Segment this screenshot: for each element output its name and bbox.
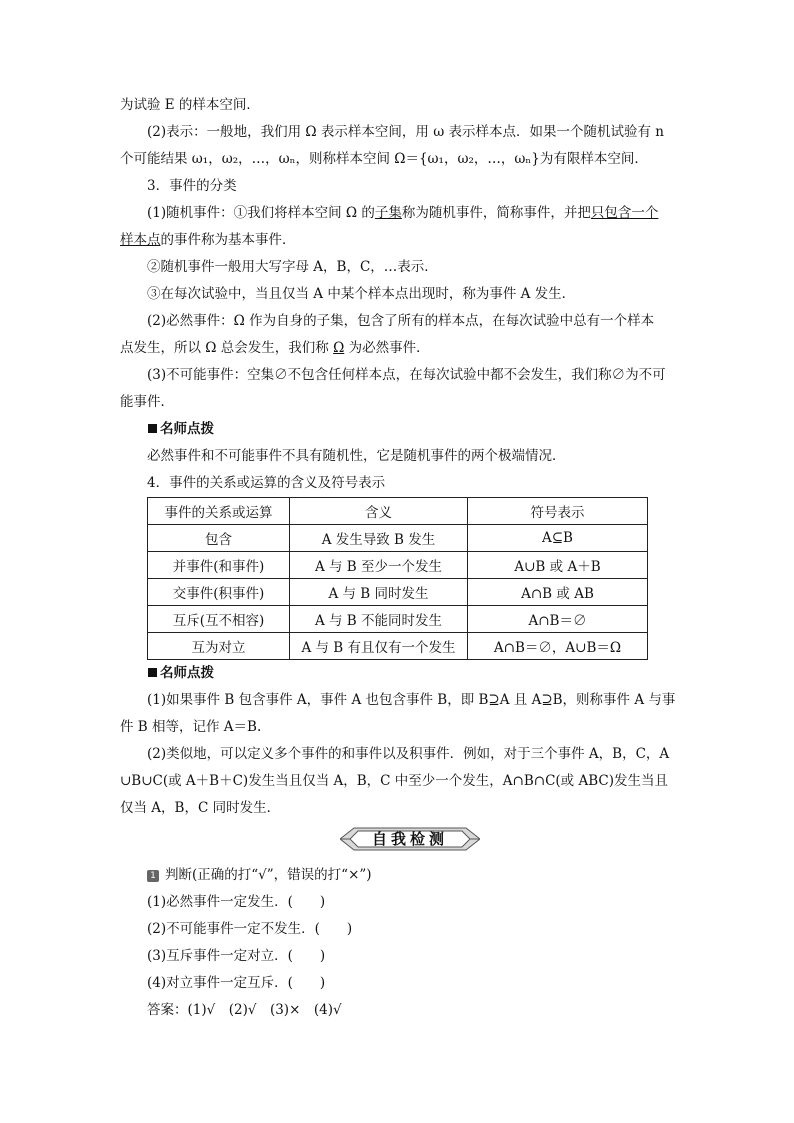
paragraph-line [120, 200, 680, 227]
table-cell: 互为对立 [148, 633, 290, 660]
text-span: 称为随机事件，简称事件，并把 [401, 205, 591, 221]
table-row [148, 579, 648, 606]
paragraph-line: (2)表示：一般地，我们用 Ω 表示样本空间，用 ω 表示样本点．如果一个随机试验有 n [147, 124, 664, 140]
table-cell: 互斥(互不相容) [148, 606, 290, 633]
section-heading: 4．事件的关系或运算的含义及符号表示 [147, 475, 386, 491]
tip-text: 必然事件和不可能事件不具有随机性，它是随机事件的两个极端情况． [147, 448, 566, 464]
section-banner [120, 822, 680, 862]
document-page [120, 92, 680, 1024]
table-row [148, 606, 648, 633]
question-number-badge: 1 [147, 870, 159, 882]
quiz-item: (3)互斥事件一定对立．( ) [147, 948, 326, 964]
events-table [147, 497, 648, 660]
table-cell: A 与 B 不能同时发生 [290, 606, 468, 633]
quiz-prompt: 判断(正确的打“√”，错误的打“×”) [165, 867, 372, 883]
table-cell: 包含 [148, 525, 290, 552]
quiz-answer: 答案：(1)√ (2)√ (3)× (4)√ [147, 1002, 342, 1018]
table-header-cell: 事件的关系或运算 [148, 498, 290, 525]
table-row [148, 552, 648, 579]
table-header-cell: 含义 [290, 498, 468, 525]
text-span: 的事件称为基本事件． [160, 232, 296, 248]
paragraph-line: ③在每次试验中，当且仅当 A 中某个样本点出现时，称为事件 A 发生． [147, 286, 576, 302]
table-header-row [148, 498, 648, 525]
table-cell: 交事件(积事件) [148, 579, 290, 606]
quiz-item: (2)不可能事件一定不发生．( ) [147, 921, 353, 937]
underlined-term: 样本点 [120, 232, 161, 248]
underlined-term: 只包含一个 [590, 205, 659, 221]
text-span: 点发生，所以 Ω 总会发生，我们称 [120, 340, 334, 356]
paragraph-line: (3)不可能事件：空集∅不包含任何样本点，在每次试验中都不会发生，我们称∅为不可 [147, 367, 666, 383]
underlined-term: Ω [333, 340, 345, 356]
paragraph-line: 为试验 E 的样本空间． [120, 97, 260, 113]
tip-title: 名师点拨 [160, 665, 214, 681]
table-row [148, 525, 648, 552]
paragraph-line: ②随机事件一般用大写字母 A，B，C，…表示． [147, 259, 438, 275]
table-cell: A∪B 或 A＋B [468, 552, 648, 579]
paragraph-line: (1)如果事件 B 包含事件 A，事件 A 也包含事件 B，即 B⊇A 且 A⊇B，则称事件 A 与事 [147, 692, 676, 708]
table-cell: A 发生导致 B 发生 [290, 525, 468, 552]
text-span: (1)随机事件：①我们将样本空间 Ω 的 [147, 205, 375, 221]
paragraph-line: 个可能结果 ω₁，ω₂，…，ωₙ，则称样本空间 Ω＝{ω₁，ω₂，…，ωₙ}为有限样本空间． [120, 151, 648, 167]
table-cell: A 与 B 同时发生 [290, 579, 468, 606]
table-row [148, 633, 648, 660]
text-span: 为必然事件． [344, 340, 430, 356]
paragraph-line: (2)必然事件：Ω 作为自身的子集，包含了所有的样本点，在每次试验中总有一个样本 [147, 313, 655, 329]
table-cell: A∩B＝∅ [468, 606, 648, 633]
table-cell: A 与 B 有且仅有一个发生 [290, 633, 468, 660]
banner-title: 自我检测 [371, 830, 448, 848]
tip-heading [120, 416, 680, 443]
paragraph-line: 仅当 A，B，C 同时发生． [120, 800, 281, 816]
square-bullet-icon [148, 668, 157, 677]
paragraph-line [120, 335, 680, 362]
section-heading: 3．事件的分类 [147, 178, 237, 194]
paragraph-line [120, 227, 680, 254]
square-bullet-icon [148, 424, 157, 433]
tip-heading [120, 660, 680, 687]
quiz-item: (4)对立事件一定互斥．( ) [147, 975, 326, 991]
table-cell: A 与 B 至少一个发生 [290, 552, 468, 579]
underlined-term: 子集 [374, 205, 402, 221]
paragraph-line: 件 B 相等，记作 A＝B. [120, 719, 262, 735]
table-header-cell: 符号表示 [468, 498, 648, 525]
table-cell: A∩B＝∅，A∪B＝Ω [468, 633, 648, 660]
paragraph-line: (2)类似地，可以定义多个事件的和事件以及积事件．例如，对于三个事件 A，B，C，A [147, 746, 670, 762]
tip-title: 名师点拨 [160, 421, 214, 437]
quiz-prompt-line [120, 862, 680, 889]
banner [340, 826, 480, 852]
table-cell: 并事件(和事件) [148, 552, 290, 579]
paragraph-line: 能事件． [120, 394, 174, 410]
table-cell: A⊆B [468, 525, 648, 552]
quiz-item: (1)必然事件一定发生．( ) [147, 894, 326, 910]
table-cell: A∩B 或 AB [468, 579, 648, 606]
paragraph-line: ∪B∪C(或 A＋B＋C)发生当且仅当 A，B，C 中至少一个发生，A∩B∩C(或 ABC)发生当且 [120, 773, 668, 789]
